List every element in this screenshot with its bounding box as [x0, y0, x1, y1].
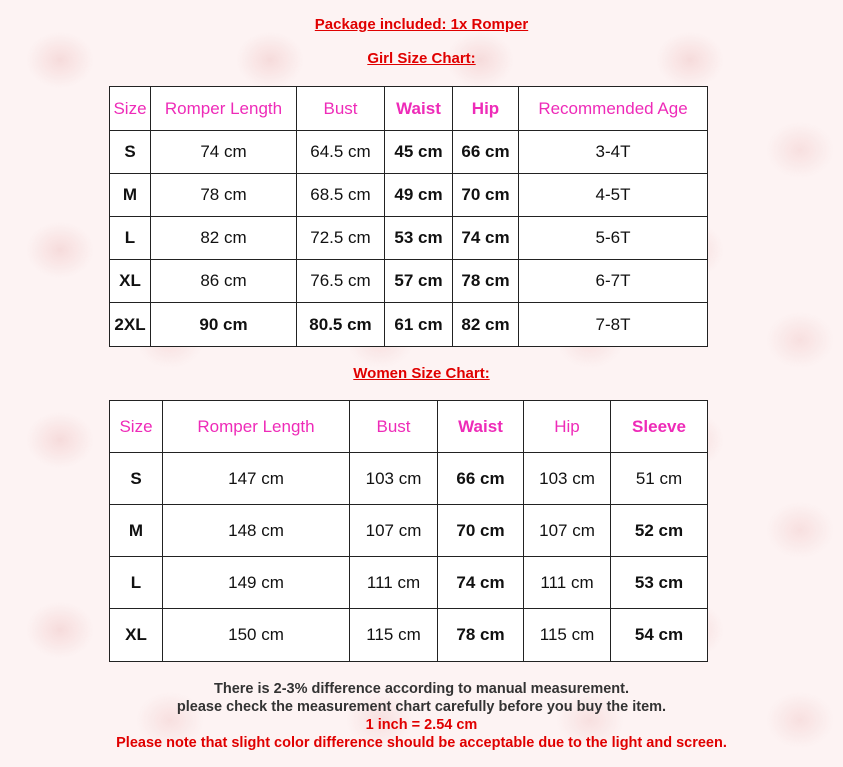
header-bust: Bust [350, 401, 438, 453]
bust-cell: 111 cm [350, 557, 438, 609]
waist-cell: 49 cm [385, 174, 453, 217]
footer-notes [0, 680, 843, 752]
bust-cell: 64.5 cm [297, 131, 385, 174]
romper-length-cell: 148 cm [163, 505, 350, 557]
waist-cell: 66 cm [438, 453, 524, 505]
table-row [110, 505, 708, 557]
size-cell: S [110, 453, 163, 505]
girl-size-table [109, 86, 708, 347]
header-waist: Waist [438, 401, 524, 453]
waist-cell: 57 cm [385, 260, 453, 303]
size-cell: S [110, 131, 151, 174]
sleeve-cell: 53 cm [611, 557, 708, 609]
bust-cell: 76.5 cm [297, 260, 385, 303]
bust-cell: 107 cm [350, 505, 438, 557]
header-sleeve: Sleeve [611, 401, 708, 453]
age-cell: 7-8T [519, 303, 708, 347]
sleeve-cell: 51 cm [611, 453, 708, 505]
hip-cell: 82 cm [453, 303, 519, 347]
header-hip: Hip [524, 401, 611, 453]
romper-length-cell: 147 cm [163, 453, 350, 505]
size-cell: M [110, 505, 163, 557]
color-difference-note: Please note that slight color difference should be acceptable due to the light and screen. [116, 735, 727, 751]
sleeve-cell: 54 cm [611, 609, 708, 662]
hip-cell: 78 cm [453, 260, 519, 303]
size-cell: L [110, 217, 151, 260]
hip-cell: 115 cm [524, 609, 611, 662]
header-romper-length: Romper Length [151, 87, 297, 131]
waist-cell: 74 cm [438, 557, 524, 609]
table-row [110, 131, 708, 174]
table-row [110, 174, 708, 217]
waist-cell: 78 cm [438, 609, 524, 662]
package-included-text: Package included: 1x Romper [314, 16, 529, 33]
romper-length-cell: 82 cm [151, 217, 297, 260]
age-cell: 4-5T [519, 174, 708, 217]
sleeve-cell: 52 cm [611, 505, 708, 557]
inch-conversion-note: 1 inch = 2.54 cm [365, 717, 478, 733]
bust-cell: 115 cm [350, 609, 438, 662]
size-cell: XL [110, 609, 163, 662]
bust-cell: 103 cm [350, 453, 438, 505]
women-size-chart-title: Women Size Chart: [353, 365, 490, 382]
women-size-table [109, 400, 708, 662]
table-row [110, 303, 708, 347]
waist-cell: 45 cm [385, 131, 453, 174]
size-cell: 2XL [110, 303, 151, 347]
waist-cell: 61 cm [385, 303, 453, 347]
header-size: Size [110, 401, 163, 453]
header-waist: Waist [385, 87, 453, 131]
bust-cell: 72.5 cm [297, 217, 385, 260]
romper-length-cell: 150 cm [163, 609, 350, 662]
age-cell: 5-6T [519, 217, 708, 260]
table-header-row [110, 401, 708, 453]
check-chart-note: please check the measurement chart carefully before you buy the item. [176, 699, 667, 715]
table-row [110, 609, 708, 662]
header-bust: Bust [297, 87, 385, 131]
girl-size-chart-title: Girl Size Chart: [367, 50, 476, 67]
romper-length-cell: 149 cm [163, 557, 350, 609]
header-hip: Hip [453, 87, 519, 131]
table-row [110, 217, 708, 260]
bust-cell: 80.5 cm [297, 303, 385, 347]
age-cell: 3-4T [519, 131, 708, 174]
measurement-difference-note: There is 2-3% difference according to manual measurement. [214, 681, 629, 697]
hip-cell: 107 cm [524, 505, 611, 557]
size-cell: XL [110, 260, 151, 303]
hip-cell: 111 cm [524, 557, 611, 609]
header-recommended-age: Recommended Age [519, 87, 708, 131]
romper-length-cell: 90 cm [151, 303, 297, 347]
hip-cell: 66 cm [453, 131, 519, 174]
waist-cell: 70 cm [438, 505, 524, 557]
table-header-row [110, 87, 708, 131]
bust-cell: 68.5 cm [297, 174, 385, 217]
header-romper-length: Romper Length [163, 401, 350, 453]
hip-cell: 70 cm [453, 174, 519, 217]
waist-cell: 53 cm [385, 217, 453, 260]
size-cell: L [110, 557, 163, 609]
table-row [110, 453, 708, 505]
age-cell: 6-7T [519, 260, 708, 303]
table-row [110, 260, 708, 303]
romper-length-cell: 74 cm [151, 131, 297, 174]
table-row [110, 557, 708, 609]
size-cell: M [110, 174, 151, 217]
romper-length-cell: 86 cm [151, 260, 297, 303]
hip-cell: 74 cm [453, 217, 519, 260]
header-size: Size [110, 87, 151, 131]
romper-length-cell: 78 cm [151, 174, 297, 217]
hip-cell: 103 cm [524, 453, 611, 505]
